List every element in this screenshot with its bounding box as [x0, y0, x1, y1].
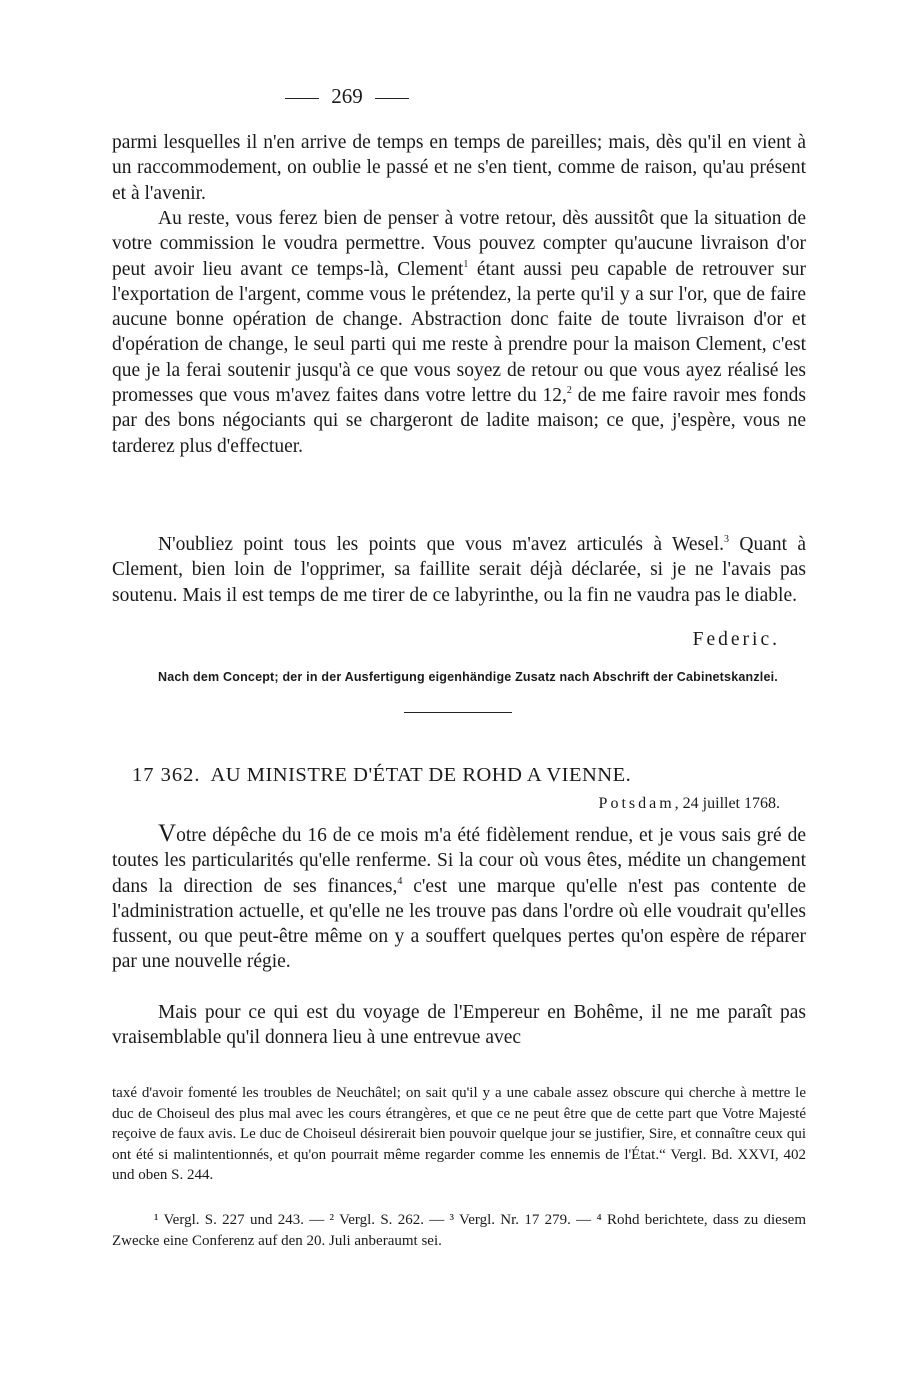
letter2-paragraph-2: Mais pour ce qui est du voyage de l'Empereur en Bohême, il ne me paraît pas vraisemblable qu'il donnera lieu à une entrevue avec: [112, 1002, 806, 1049]
letter2-title: AU MINISTRE D'ÉTAT DE ROHD A VIENNE.: [210, 764, 632, 786]
footnote-ref-4: 4: [397, 875, 403, 887]
letter1-paragraph-2: [112, 206, 806, 459]
letter1-paragraph-2-part-b: étant aussi peu capable de retrouver sur l'exportation de l'argent, comme vous le prétendez, la perte qu'il y a sur l'or, que de faire aucune bonne opération de change. Abstraction donc faite de toute livraison d'or et d'opération de change, le seul parti qui me reste à prendre pour la maison Clement, c'est que je la ferai soutenir jusqu'à ce que vous soyez de retour ou que vous ayez réalisé les promesses que vous m'avez faites dans votre lettre du 12,: [112, 258, 806, 407]
letter2-place-date: [599, 795, 780, 813]
footnote-ref-3: 3: [724, 534, 730, 545]
footnote-ref-1: 1: [463, 258, 469, 270]
letter1-paragraph-3-part-b: Quant à Clement, bien loin de l'opprimer, sa faillite serait déjà déclarée, si je ne l'avais pas soutenu. Mais il est temps de me tirer de ce labyrinthe, ou la fin ne vaudra pas le diable.: [112, 534, 807, 606]
letter2-number: 17 362.: [132, 764, 201, 786]
letter2-paragraph-1-part-b: c'est une marque qu'elle n'est pas contente de l'administration actuelle, et qu'elle ne les trouve pas dans l'ordre où elle voudrait qu'elles fussent, ou que peut-être même on y a souffert quelques pertes qu'on espère de réparer par une nouvelle régie.: [112, 875, 806, 973]
letter1-paragraph-1: parmi lesquelles il n'en arrive de temps en temps de pareilles; mais, dès qu'il en vient à un raccommodement, on oublie le passé et ne s'en tient, comme de raison, qu'au présent et à l'avenir.: [112, 132, 806, 204]
letter2-initial: V: [158, 820, 177, 847]
letter1-paragraph-3: [112, 532, 806, 608]
letter2-date: , 24 juillet 1768.: [674, 795, 780, 812]
page-number: [270, 84, 424, 109]
letter2-place: Potsdam: [598, 795, 675, 812]
page-number-dash-right: [375, 98, 409, 99]
letter2-heading: [132, 764, 812, 787]
page-number-dash-left: [285, 98, 319, 99]
footnote-references: ¹ Vergl. S. 227 und 243. — ² Vergl. S. 262. — ³ Vergl. Nr. 17 279. — ⁴ Rohd berichtete, dass zu diesem Zwecke eine Conferenz auf den 20. Juli anberaumt sei.: [112, 1212, 806, 1249]
source-note: Nach dem Concept; der in der Ausfertigung eigenhändige Zusatz nach Abschrift der Cabinetskanzlei.: [158, 669, 778, 684]
letter2-paragraph-1: [112, 821, 806, 975]
letter1-paragraph-2-part-c: de me faire ravoir mes fonds par des bons négociants qui se chargeront de ladite maison; ce que, j'espère, vous ne tarderez plus d'effectuer.: [112, 385, 806, 457]
page-number-value: 269: [331, 84, 363, 108]
footnote-continuation: taxé d'avoir fomenté les troubles de Neuchâtel; on sait qu'il y a une cabale assez obscure qui cherche à mettre le duc de Choiseul des plus mal avec les cours étrangères, et que ce ne peut être que de cette part que Votre Majesté reçoive de faux avis. Le duc de Choiseul désirerait bien pouvoir quelque jour se justifier, Sire, et connaître ceux qui ont été si malintentionnés, et qu'on pourrait même regarder comme les ennemis de l'État.“ Vergl. Bd. XXVI, 402 und oben S. 244.: [112, 1085, 806, 1184]
letter1-paragraph-3-part-a: N'oubliez point tous les points que vous m'avez articulés à Wesel.: [158, 534, 725, 555]
signature: Federic.: [692, 629, 780, 650]
section-divider: [404, 712, 512, 713]
letter2-paragraph-1-part-a: otre dépêche du 16 de ce mois m'a été fidèlement rendue, et je vous sais gré de toutes les particularités qu'elle renferme. Si la cour où vous êtes, médite un changement dans la direction de ses finances,: [112, 825, 806, 897]
footnote-ref-2: 2: [566, 385, 572, 397]
letter1-paragraph-2-part-a: Au reste, vous ferez bien de penser à votre retour, dès aussitôt que la situation de votre commission le voudra permettre. Vous pouvez compter qu'aucune livraison d'or peut avoir lieu avant ce temps-là, Clement: [112, 208, 806, 280]
